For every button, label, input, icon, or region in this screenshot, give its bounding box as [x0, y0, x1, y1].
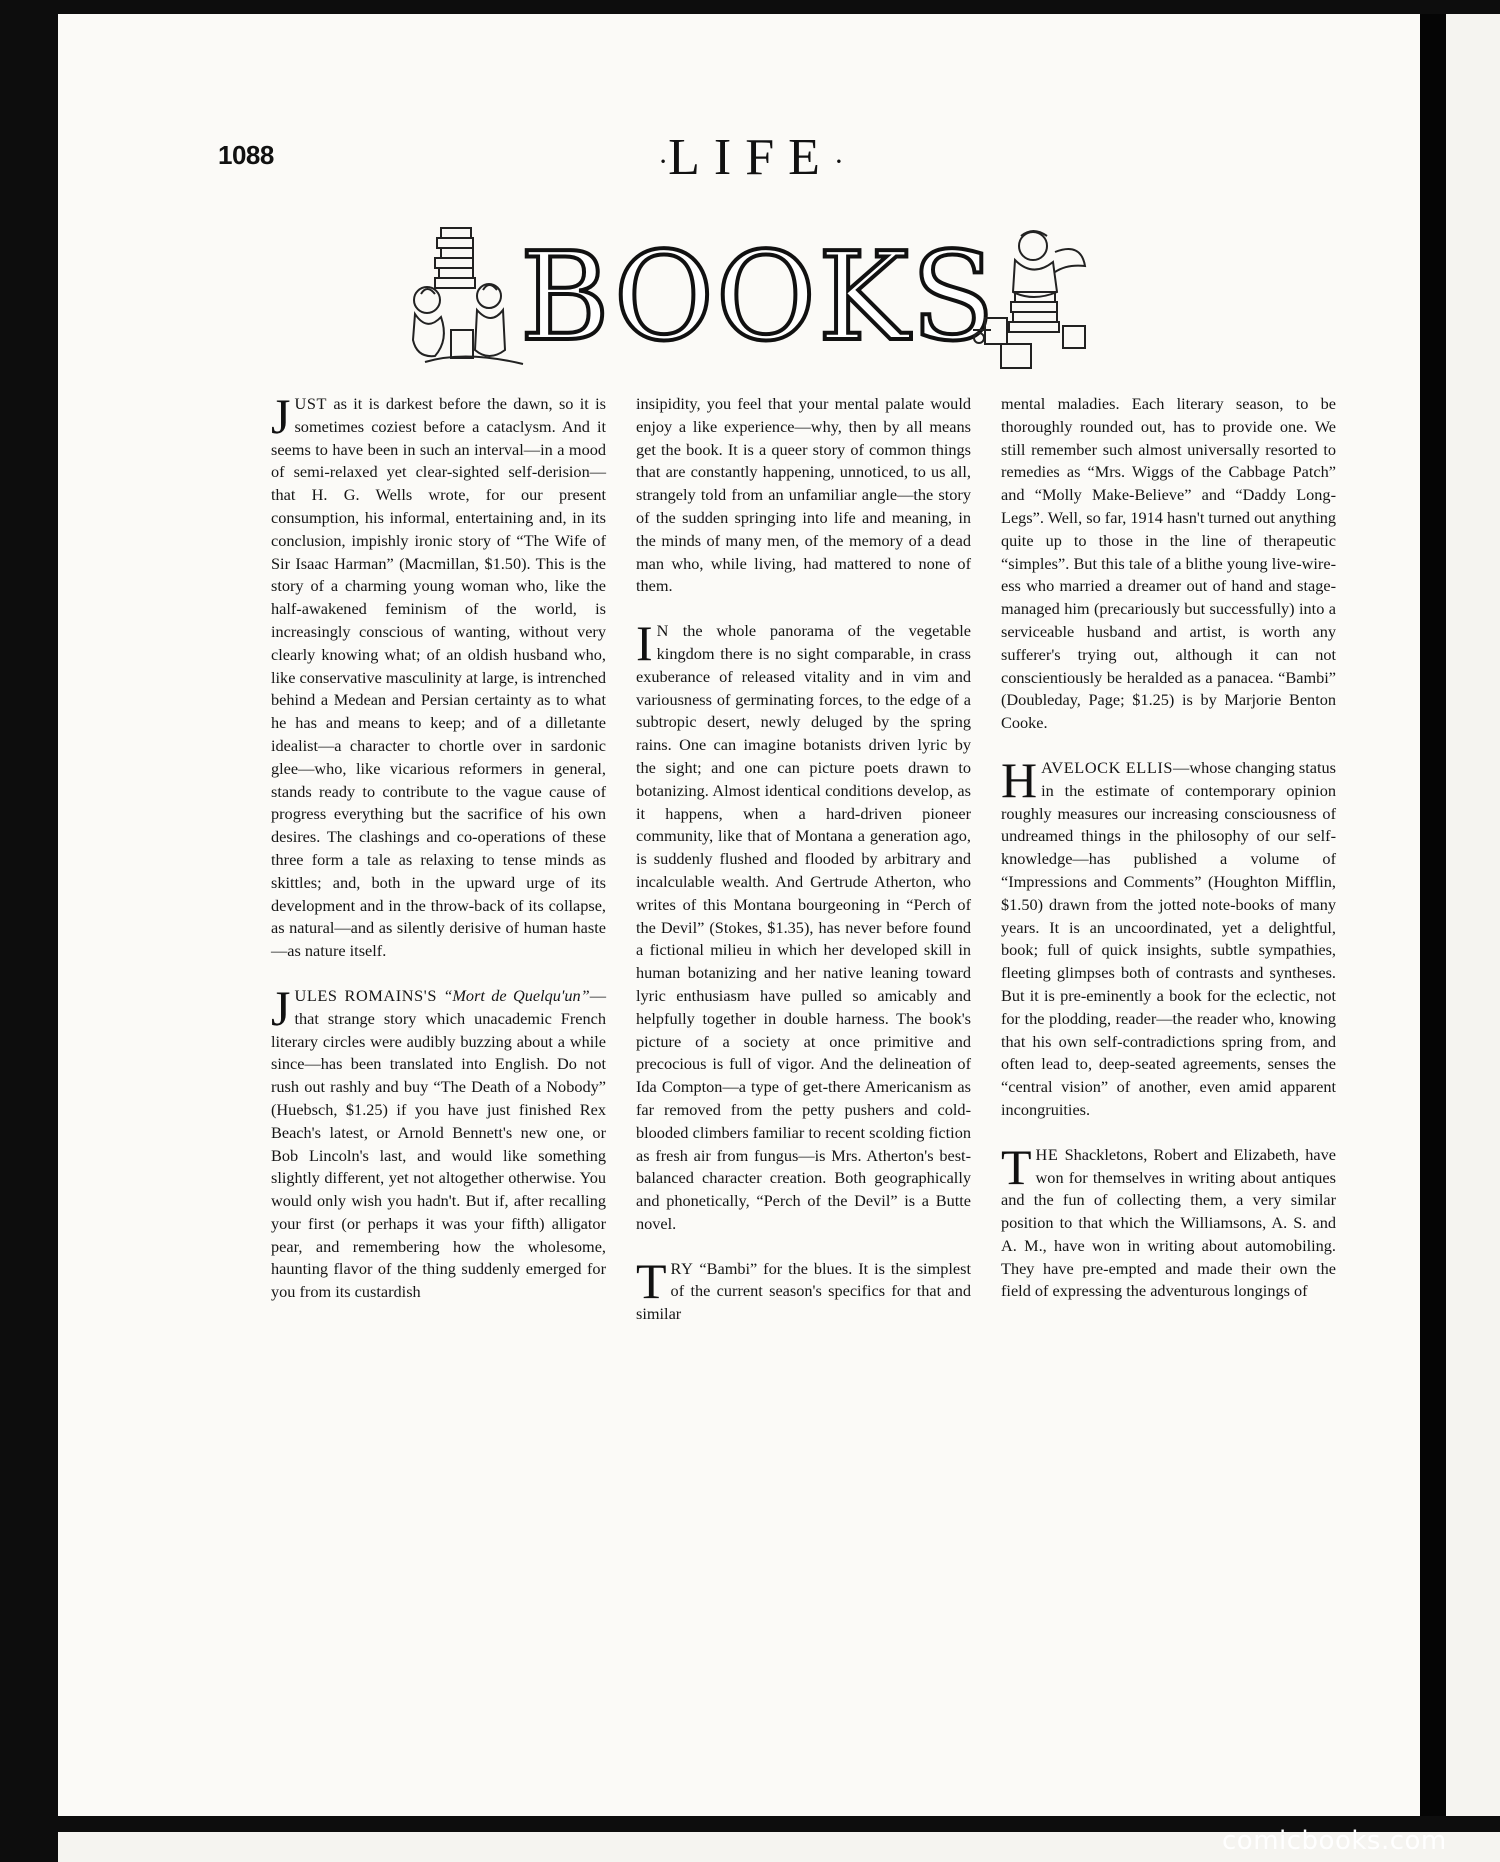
article-column: [636, 393, 971, 1348]
books-banner: [405, 222, 1105, 372]
section-title: BOOKS: [520, 226, 997, 368]
paragraph-lead-in: N: [656, 621, 670, 641]
paragraph-text: mental maladies. Each literary season, to be thoroughly rounded out, has to provide one. We still remember such almost universally resorted to remedies as “Mrs. Wiggs of the Cabbage Patch” and “Molly Make-Believe” and “Daddy Long-Legs”. Well, so far, 1914 hasn't turned out anything quite up to those in the line of therapeutic “simples”. But this tale of a blithe young live-wire-ess who married a dreamer out of hand and stage-managed him (precariously but successfully) into a serviceable husband and artist, is worth any sufferer's trying out, although it can not conscientiously be heralded as a panacea. “Bambi” (Doubleday, Page; $1.25) is by Marjorie Benton Cooke.: [1001, 394, 1336, 733]
masthead-dot-left: ·: [658, 145, 669, 179]
magazine-masthead: [556, 128, 946, 187]
paragraph-lead-in: UST: [294, 394, 328, 413]
article-paragraph: [636, 393, 971, 598]
article-paragraph: [1001, 1138, 1336, 1304]
paragraph-text: “Bambi” for the blues. It is the simplest of the current season's specifics for that and similar: [636, 1258, 971, 1324]
drop-cap: J: [271, 979, 291, 1036]
masthead-dot-right: ·: [833, 145, 844, 179]
drop-cap: T: [636, 1252, 667, 1309]
article-paragraph: [636, 615, 971, 1236]
book-title-italic: “Mort de Quelqu'un”: [436, 985, 590, 1005]
article-column: [271, 388, 606, 1326]
article-paragraph: [271, 388, 606, 963]
article-paragraph: [1001, 393, 1336, 735]
adjacent-page-edge: [1446, 14, 1500, 1816]
paragraph-lead-in: RY: [670, 1258, 694, 1278]
magazine-title: LIFE: [668, 129, 834, 186]
drop-cap: T: [1001, 1138, 1032, 1195]
article-columns: [271, 388, 1338, 1731]
paragraph-text: —whose changing status in the estimate of contemporary opinion roughly measures our increasing consciousness of undreamed things in the philosophy of our self-knowledge—has published a volume of “Impressions and Comments” (Houghton Mifflin, $1.50) drawn from the jotted note-books of many years. It is an uncoordinated, yet a delightful, book; full of quick insights, subtle sympathies, fleeting glimpses both of contrasts and syntheses. But it is pre-eminently a book for the eclectic, not for the plodding, reader—the reader who, knowing that his own self-contradictions spring from, and often lead to, deep-seated agreements, senses the “central vision” of another, even amid apparent incongruities.: [1001, 757, 1336, 1119]
paragraph-text: Shackletons, Robert and Elizabeth, have won for themselves in writing about antiques and the fun of collecting them, a very similar position to that which the Williamsons, A. S. and A. M., have won in writing about automobiling. They have pre-empted and made their own the field of expressing the adventurous longings of: [1001, 1144, 1336, 1301]
page-gutter: [1420, 14, 1446, 1816]
drop-cap: H: [1001, 751, 1038, 808]
paragraph-text: insipidity, you feel that your mental palate would enjoy a like experience—why, then by all means get the book. It is a queer story of common things that are constantly happening, unnoticed, to us all, strangely told from an unfamiliar angle—the story of the sudden springing into life and meaning, in the minds of many men, of the memory of a dead man who, while living, had mattered to none of them.: [636, 394, 971, 596]
article-paragraph: [636, 1252, 971, 1326]
article-column: [1001, 393, 1336, 1325]
paragraph-lead-in: ULES ROMAINS'S: [294, 985, 437, 1005]
cherub-books-illustration-right: [963, 222, 1105, 372]
paragraph-lead-in: HE: [1035, 1144, 1059, 1164]
site-watermark: comicbooks.com: [1222, 1826, 1447, 1856]
drop-cap: J: [271, 388, 291, 444]
paragraph-text: —that strange story which unacademic French literary circles were audibly buzzing about a while since—has been translated into English. Do not rush out rashly and buy “The Death of a Nobody” (Huebsch, $1.25) if you have just finished Rex Beach's latest, or Arnold Bennett's new one, or Bob Lincoln's last, and would like something slightly different, yet not altogether otherwise. You would only wish you hadn't. But if, after recalling your first (or perhaps it was your fifth) alligator pear, and remembering how the wholesome, haunting flavor of the thing suddenly emerged for you from its custardish: [271, 985, 606, 1302]
article-paragraph: [271, 979, 606, 1304]
paragraph-text: the whole panorama of the vegetable kingdom there is no sight comparable, in crass exuberance of released vitality and in vim and variousness of germinating forces, to the edge of a subtropic desert, newly deluged by the spring rains. One can imagine botanists driven lyric by the sight; and one can picture poets drawn to botanizing. Almost identical conditions develop, as it happens, when a hard-driven pioneer community, like that of Montana a generation ago, is suddenly flushed and flooded by arbitrary and incalculable wealth. And Gertrude Atherton, who writes of this Montana bourgeoning in “Perch of the Devil” (Stokes, $1.35), has never before found a fictional milieu in which her developed skill in human botanizing and her native leaning toward lyric enthusiasm have pulled so amicably and helpfully together in double harness. The book's picture of a society at once primitive and precocious is full of vigor. And the delineation of Ida Compton—a type of get-there Americanism as far removed from the petty pushers and cold-blooded climbers familiar to recent scolding fiction as fresh air from fungus—is Mrs. Atherton's best-balanced character creation. Both geographically and phonetically, “Perch of the Devil” is a Butte novel.: [636, 621, 971, 1233]
drop-cap: I: [636, 615, 653, 672]
article-paragraph: [1001, 751, 1336, 1122]
cherub-book-stack-illustration-left: [405, 222, 535, 372]
page-number: 1088: [218, 140, 274, 170]
paragraph-text: as it is darkest before the dawn, so it is sometimes coziest before a cataclysm. And it seems to have been in such an interval—in a mood of semi-relaxed yet clear-sighted self-derision—that H. G. Wells wrote, for our present consumption, his informal, entertaining and, in its conclusion, impishly ironic story of “The Wife of Sir Isaac Harman” (Macmillan, $1.50). This is the story of a charming young woman who, like the half-awakened feminism of the world, is increasingly conscious of wanting, without very clearly knowing what; of an oldish husband who, like conservative masculinity at large, is intrenched behind a Medean and Persian certainty as to what he has and means to keep; and of a dilletante idealist—a character to chortle over in sardonic glee—who, like vicarious reformers in general, stands ready to contribute to the vague cause of progress everything but the sacrifice of his own desires. The clashings and co-operations of these three form a tale as relaxing to tense minds as skittles; and, both in the upward urge of its development and in the throw-back of its collapse, as natural—and as silently derisive of human haste—as nature itself.: [271, 394, 606, 961]
paragraph-lead-in: AVELOCK ELLIS: [1041, 757, 1174, 777]
